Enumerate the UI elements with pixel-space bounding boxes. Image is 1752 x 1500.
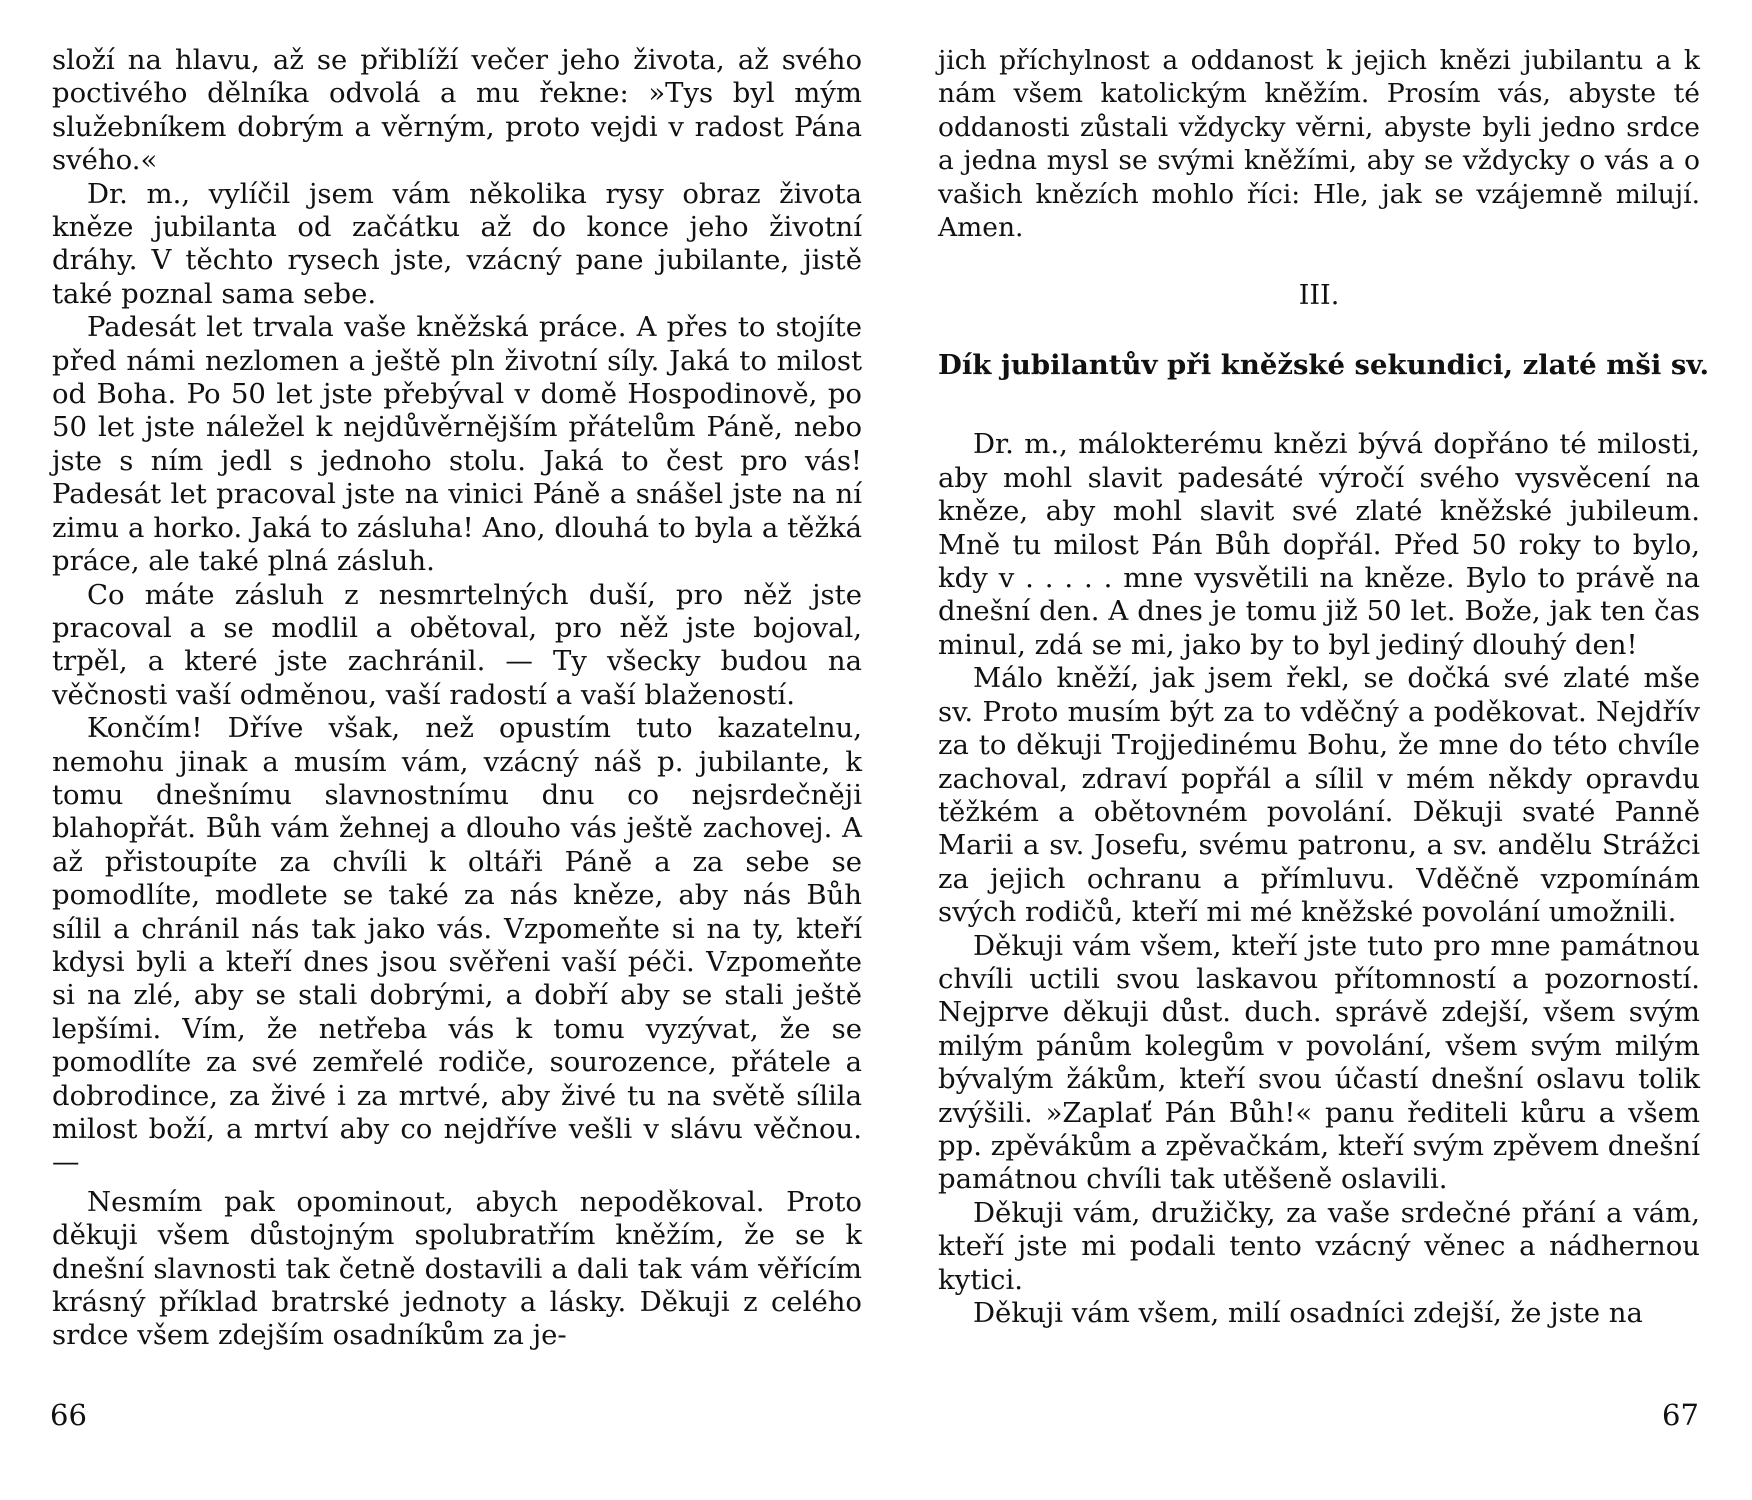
right-paragraph-2: Málo kněží, jak jsem řekl, se dočká své zlaté mše sv. Proto musím být za to vděčný a poděkovat. Nejdřív za to děkuji Trojjedinému Bohu, že mne do této chvíle zachoval, zdraví popřál a sílil v mém někdy opravdu těžkém a obětovném povolání. Děkuji svaté Panně Marii a sv. Josefu, svému patronu, a sv. andělu Strážci za jejich ochranu a přímluvu. Vděčně vzpomínám svých rodičů, kteří mi mé kněžské povolání umožnili. [938, 662, 1700, 929]
left-paragraph-5: Končím! Dříve však, než opustím tuto kazatelnu, nemohu jinak a musím vám, vzácný náš p. jubilante, k tomu dnešnímu slavnostnímu dnu co nejsrdečněji blahopřát. Bůh vám žehnej a dlouho vás ještě zachovej. A až přistoupíte za chvíli k oltáři Páně a za sebe se pomodlíte, modlete se také za nás kněze, aby nás Bůh sílil a chránil nás tak jako vás. Vzpomeňte si na ty, kteří kdysi byli a kteří dnes jsou svěřeni vaší péči. Vzpomeňte si na zlé, aby se stali dobrými, a dobří aby se stali ještě lepšími. Vím, že netřeba vás k tomu vyzývat, že se pomodlíte za své zemřelé rodiče, sourozence, přátele a dobrodince, za živé i za mrtvé, aby živé tu na světě sílila milost boží, a mrtví aby co nejdříve vešli v slávu věčnou. — [52, 712, 862, 1179]
section-number: III. [1298, 280, 1340, 312]
right-paragraph-4: Děkuji vám, družičky, za vaše srdečné přání a vám, kteří jste mi podali tento vzácný věnec a nádhernou kytici. [938, 1196, 1700, 1296]
left-paragraph-6: Nesmím pak opominout, abych nepoděkoval. Proto děkuji všem důstojným spolubratřím kněžím, že se k dnešní slavnosti tak četně dostavili a dali tak vám věřícím krásný příklad bratrské jednoty a lásky. Děkuji z celého srdce všem zdejším osadníkům za je- [52, 1185, 862, 1352]
left-paragraph-3: Padesát let trvala vaše kněžská práce. A přes to stojíte před námi nezlomen a ještě pln životní síly. Jaká to milost od Boha. Po 50 let jste přebýval v domě Hospodinově, po 50 let jste náležel k nejdůvěrnějším přátelům Páně, nebo jste s ním jedl s jednoho stolu. Jaká to čest pro vás! Padesát let pracoval jste na vinici Páně a snášel jste na ní zimu a horko. Jaká to zásluha! Ano, dlouhá to byla a těžká práce, ale také plná zásluh. [52, 311, 862, 578]
right-paragraph-1: Dr. m., málokterému knězi bývá dopřáno té milosti, aby mohl slavit padesáté výročí svého vysvěcení na kněze, aby mohl slavit své zlaté kněžské jubileum. Mně tu milost Pán Bůh dopřál. Před 50 roky to bylo, kdy v . . . . . mne vysvětili na kněze. Bylo to právě na dnešní den. A dnes je tomu již 50 let. Bože, jak ten čas minul, zdá se mi, jako by to byl jediný dlouhý den! [938, 428, 1700, 661]
left-paragraph-4: Co máte zásluh z nesmrtelných duší, pro něž jste pracoval a se modlil a obětoval, pro něž jste bojoval, trpěl, a které jste zachránil. — Ty všecky budou na věčnosti vaší odměnou, vaší radostí a vaší blažeností. [52, 578, 862, 711]
right-page [938, 44, 1710, 1330]
section-heading: Dík jubilantův při kněžské sekundici, zlaté mši sv. [938, 349, 1710, 382]
right-paragraph-5: Děkuji vám všem, milí osadníci zdejší, že jste na [973, 1297, 1643, 1329]
right-paragraph-3: Děkuji vám všem, kteří jste tuto pro mne památnou chvíli uctili svou laskavou přítomností a pozorností. Nejprve děkuji důst. duch. správě zdejší, všem svým milým pánům kolegům v povolání, všem svým milým bývalým žákům, kteří svou účastí dnešní oslavu tolik zvýšili. »Zaplať Pán Bůh!« panu řediteli kůru a všem pp. zpěvákům a zpěvačkám, kteří svým zpěvem dnešní památnou chvíli tak utěšeně oslavili. [938, 929, 1700, 1196]
left-paragraph-1: složí na hlavu, až se přiblíží večer jeho života, až svého poctivého dělníka odvolá a mu řekne: »Tys byl mým služebníkem dobrým a věrným, proto vejdi v radost Pána svého.« [52, 44, 862, 177]
left-paragraph-2: Dr. m., vylíčil jsem vám několika rysy obraz života kněze jubilanta od začátku až do konce jeho životní dráhy. V těchto rysech jste, vzácný pane jubilante, jistě také poznal sama sebe. [52, 177, 862, 310]
right-opening-paragraph: jich příchylnost a oddanost k jejich knězi jubilantu a k nám všem katolickým kněžím. Prosím vás, abyste té oddanosti zůstali vždycky věrni, abyste byli jedno srdce a jedna mysl se svými kněžími, aby se vždycky o vás a o vašich knězích mohlo říci: Hle, jak se vzájemně milují. Amen. [938, 45, 1700, 244]
right-page-number: 67 [1662, 1398, 1699, 1432]
left-page [52, 44, 862, 1353]
left-page-number: 66 [50, 1398, 87, 1432]
